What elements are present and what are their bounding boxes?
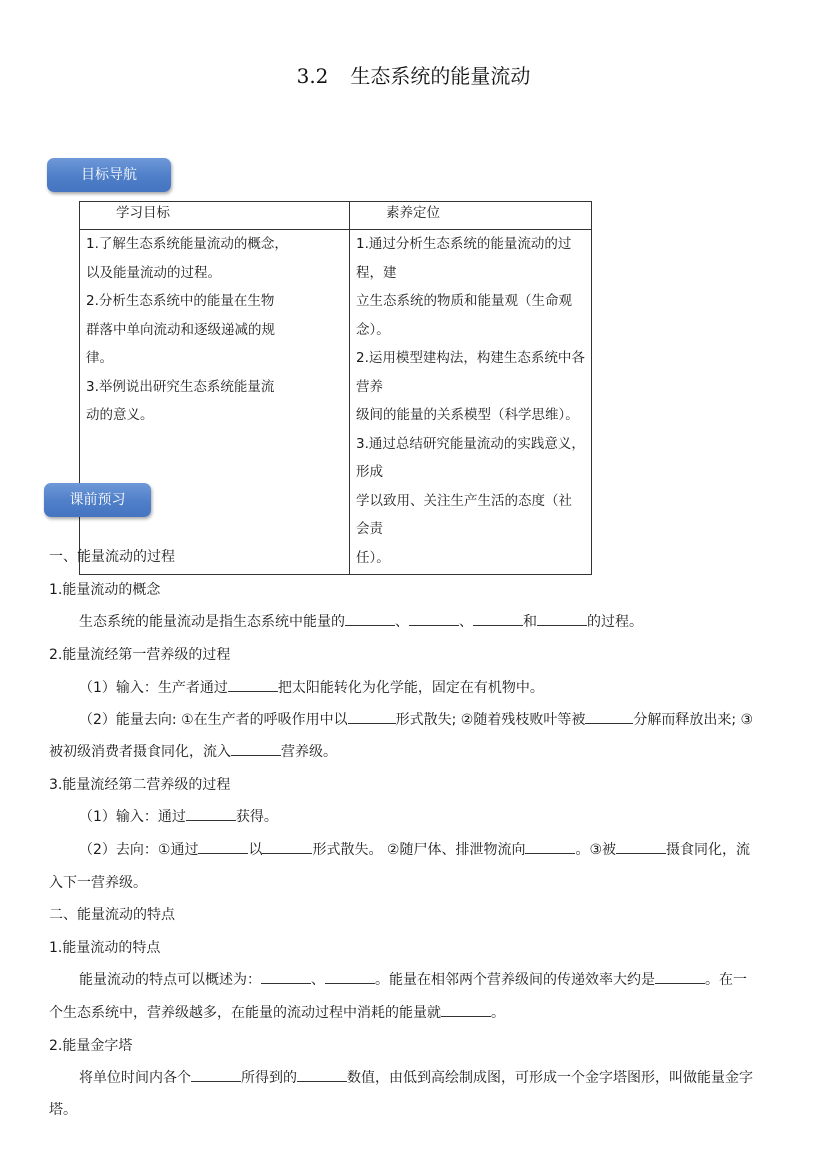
paragraph: 被初级消费者摄食同化，流入 营养级。: [49, 741, 337, 761]
paragraph: 能量流动的特点可以概述为： 、 。能量在相邻两个营养级间的传递效率大约是 。在一: [79, 969, 747, 989]
page-title: [0, 60, 827, 89]
paragraph: （2）能量去向: ①在生产者的呼吸作用中以 形式散失; ②随着残枝败叶等被 分解而释放出来; ③: [79, 709, 753, 729]
title-text: 生态系统的能量流动: [350, 64, 531, 88]
literacy-line: 任）。: [356, 549, 390, 566]
header-literacy-positioning: 素养定位: [350, 202, 592, 230]
preview-badge: 课前预习: [44, 483, 151, 517]
fill-blank[interactable]: [198, 839, 248, 854]
fill-blank[interactable]: [191, 1067, 241, 1082]
paragraph: 生态系统的能量流动是指生态系统中能量的 、 、 和 的过程。: [79, 611, 643, 631]
subsection-heading: 2.能量流经第一营养级的过程: [49, 647, 231, 663]
goal-line: 3.举例说出研究生态系统能量流: [86, 378, 275, 395]
fill-blank[interactable]: [585, 709, 633, 724]
header-learning-goals: 学习目标: [80, 202, 350, 230]
goal-line: 动的意义。: [86, 407, 154, 423]
fill-blank[interactable]: [409, 611, 459, 626]
subsection-heading: 1.能量流动的概念: [49, 582, 161, 598]
subsection-heading: 2.能量金字塔: [49, 1038, 133, 1054]
fill-blank[interactable]: [616, 839, 666, 854]
goal-line: 以及能量流动的过程。: [86, 264, 221, 281]
subsection-heading: 1.能量流动的特点: [49, 940, 161, 956]
fill-blank[interactable]: [186, 806, 236, 821]
paragraph: （1）输入：通过 获得。: [79, 806, 278, 826]
literacy-line: 1.通过分析生态系统的能量流动的过程，建: [356, 236, 572, 281]
fill-blank[interactable]: [325, 969, 375, 984]
subsection-heading: 3.能量流经第二营养级的过程: [49, 777, 231, 793]
literacy-line: 学以致用、关注生产生活的态度（社会责: [356, 492, 572, 537]
fill-blank[interactable]: [525, 839, 575, 854]
section-heading: 一、能量流动的过程: [49, 549, 175, 565]
fill-blank[interactable]: [655, 969, 705, 984]
target-navigation-badge: 目标导航: [47, 158, 171, 192]
fill-blank[interactable]: [537, 611, 587, 626]
fill-blank[interactable]: [348, 709, 396, 724]
fill-blank[interactable]: [231, 741, 281, 756]
paragraph: （2）去向：①通过 以 形式散失。 ②随尸体、排泄物流向 。③被 摄食同化，流: [79, 839, 750, 859]
literacy-line: 立生态系统的物质和能量观（生命观念）。: [356, 293, 572, 338]
goal-line: 律。: [86, 350, 113, 366]
fill-blank[interactable]: [345, 611, 395, 626]
literacy-line: 级间的能量的关系模型（科学思维）。: [356, 407, 579, 423]
fill-blank[interactable]: [473, 611, 523, 626]
goal-line: 1.了解生态系统能量流动的概念，: [86, 236, 288, 252]
paragraph: 入下一营养级。: [49, 875, 147, 891]
section-number: 3.2: [296, 64, 329, 88]
literacy-cell: [350, 230, 592, 575]
goal-line: 2.分析生态系统中的能量在生物: [86, 293, 275, 309]
learning-goals-cell: [80, 230, 350, 575]
fill-blank[interactable]: [261, 969, 311, 984]
paragraph: 将单位时间内各个 所得到的 数值，由低到高绘制成图，可形成一个金字塔图形，叫做能量金字: [79, 1067, 753, 1087]
goals-table: [79, 201, 592, 575]
fill-blank[interactable]: [228, 677, 278, 692]
section-heading: 二、能量流动的特点: [49, 907, 175, 923]
fill-blank[interactable]: [441, 1002, 491, 1017]
fill-blank[interactable]: [262, 839, 312, 854]
paragraph: （1）输入：生产者通过 把太阳能转化为化学能，固定在有机物中。: [79, 677, 544, 697]
literacy-line: 3.通过总结研究能量流动的实践意义，形成: [356, 435, 585, 480]
literacy-line: 2.运用模型建构法，构建生态系统中各营养: [356, 350, 585, 395]
goal-line: 群落中单向流动和逐级递减的规: [86, 321, 275, 338]
paragraph: 塔。: [49, 1102, 77, 1118]
fill-blank[interactable]: [297, 1067, 347, 1082]
paragraph: 个生态系统中，营养级越多，在能量的流动过程中消耗的能量就 。: [49, 1002, 505, 1022]
